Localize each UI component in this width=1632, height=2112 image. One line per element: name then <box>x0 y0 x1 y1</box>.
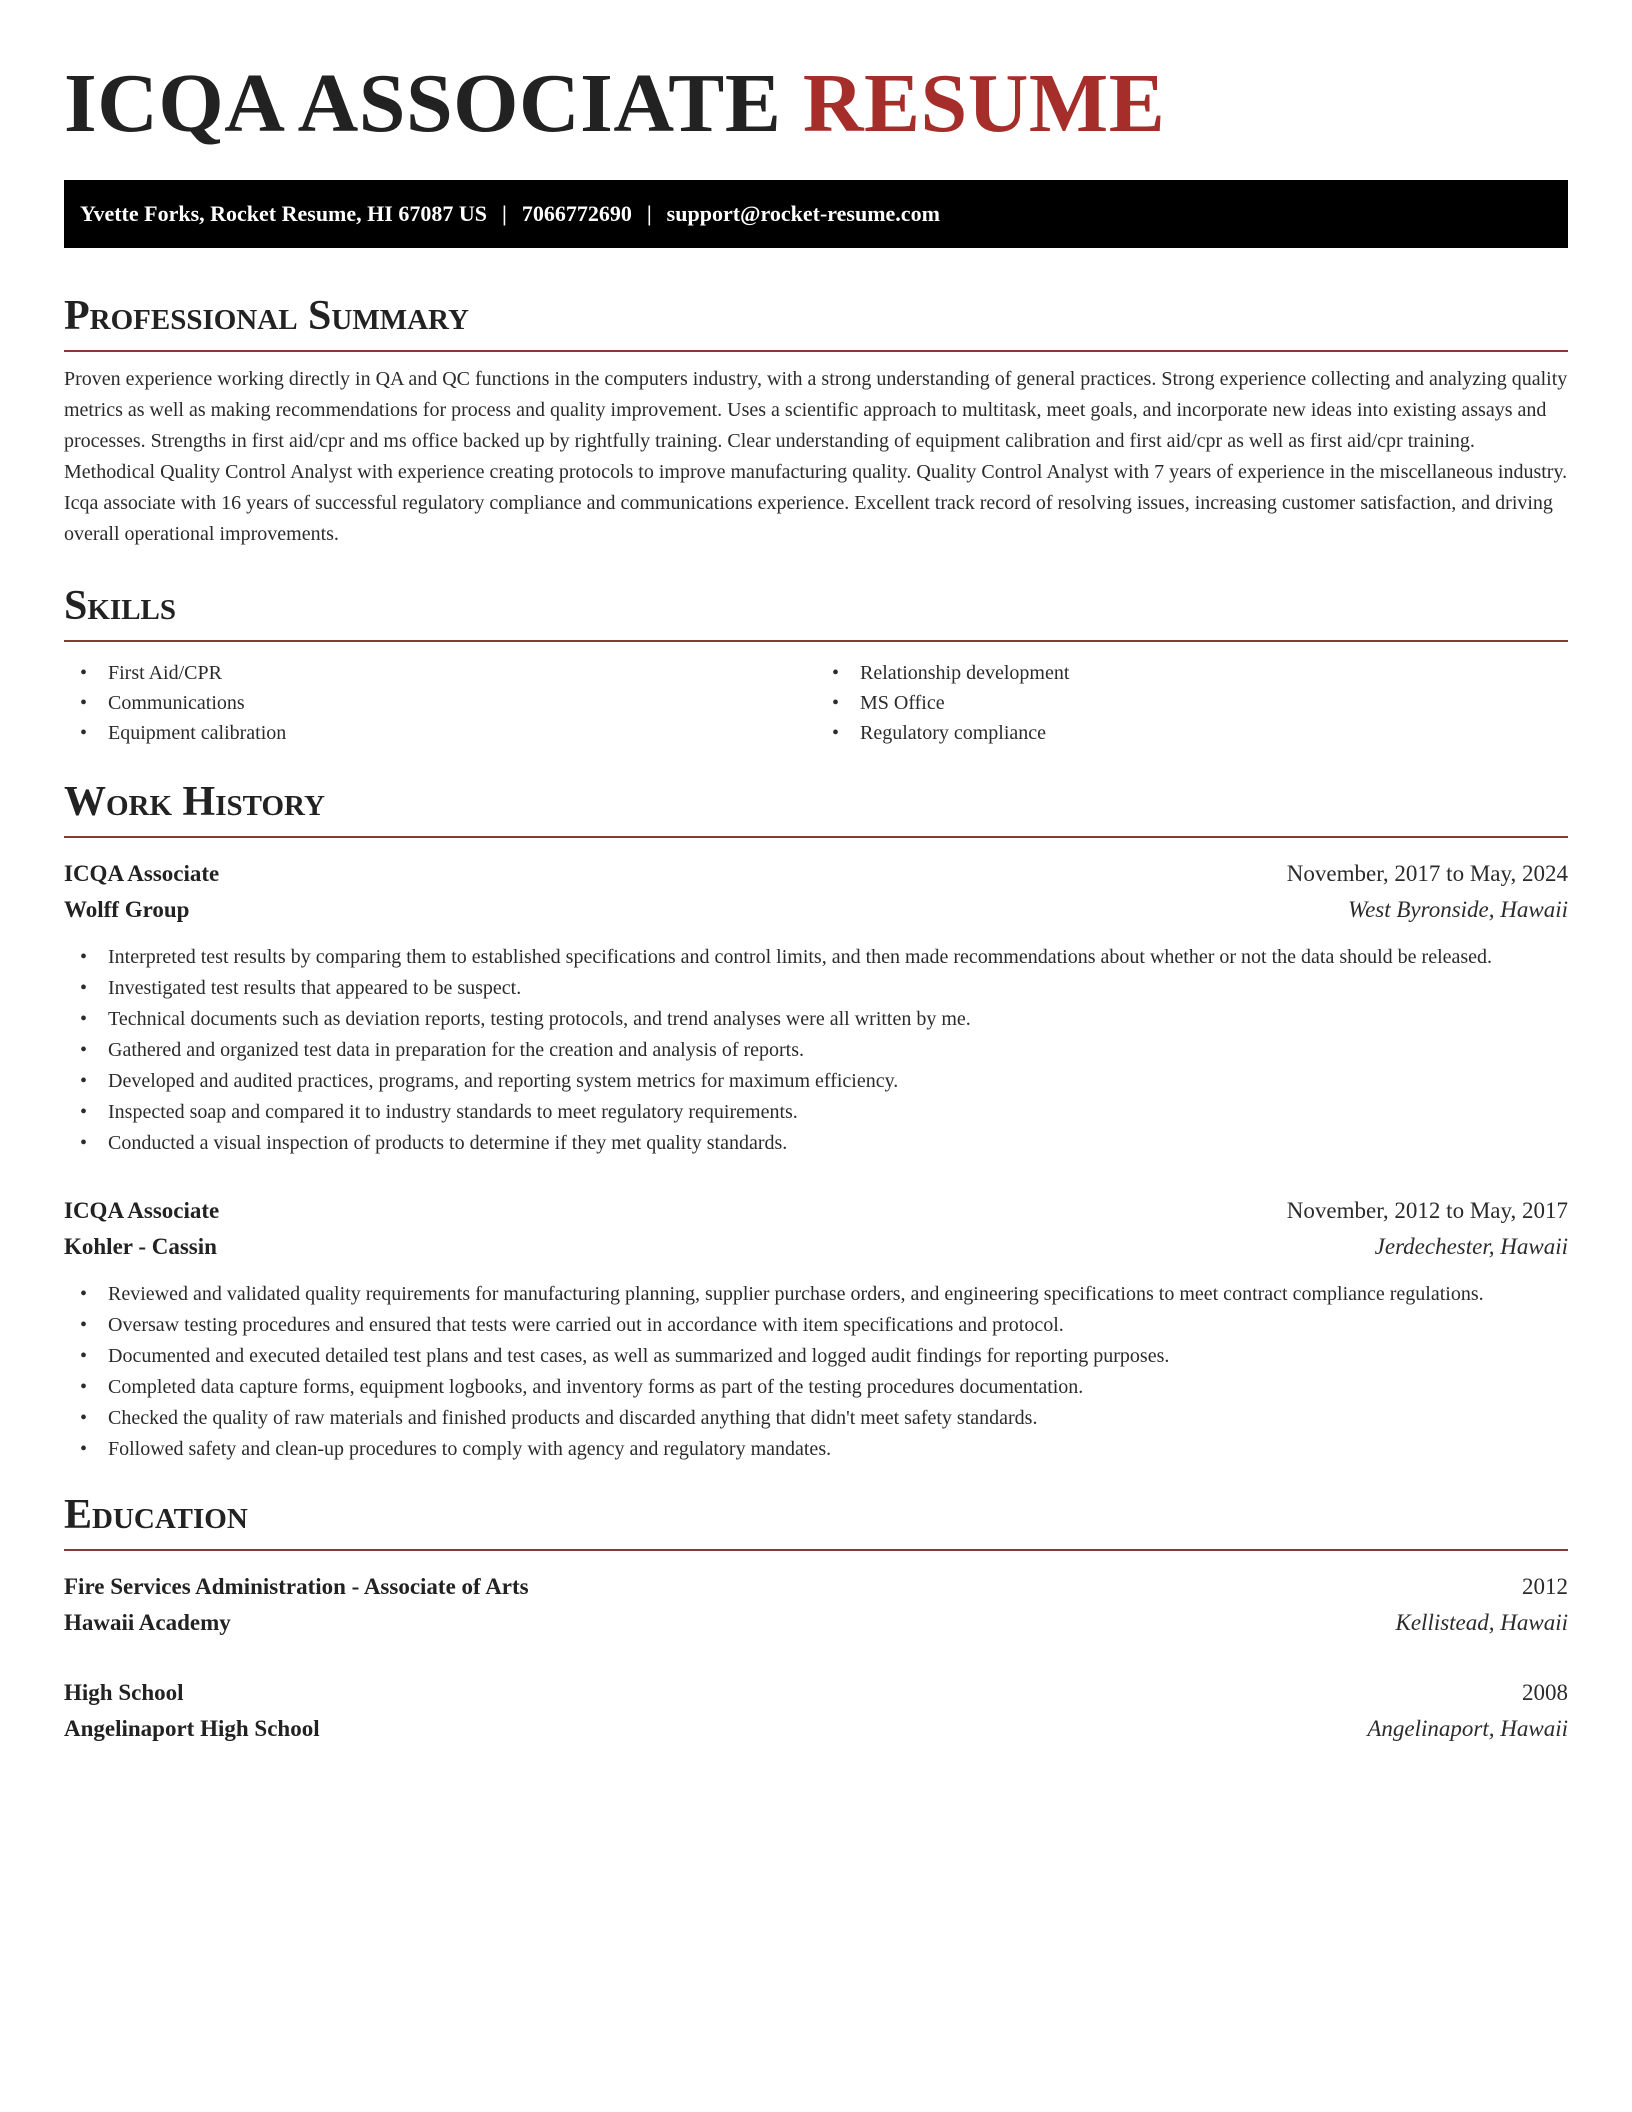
job-company: Kohler - Cassin <box>64 1234 217 1259</box>
job-dates: November, 2017 to May, 2024 <box>1286 861 1568 886</box>
job-bullet: • Oversaw testing procedures and ensured that tests were carried out in accordance with item specifications and protocol. <box>64 1310 1568 1341</box>
work-history-heading: Work History <box>64 778 1568 838</box>
education-header-row <box>64 1675 1568 1711</box>
job-bullet: • Investigated test results that appeared to be suspect. <box>64 973 1568 1004</box>
skill-item: • MS Office <box>816 688 1568 718</box>
education-header-row <box>64 1569 1568 1605</box>
job-title: ICQA Associate <box>64 861 220 886</box>
job-header-row <box>64 856 1568 892</box>
education-location: Angelinaport, Hawaii <box>1367 1716 1568 1741</box>
job-bullet: • Interpreted test results by comparing them to established specifications and control limits, and then made recommendations about whether or not the data should be released. <box>64 942 1568 973</box>
education-location: Kellistead, Hawaii <box>1395 1610 1568 1635</box>
contact-separator: | <box>501 201 507 226</box>
title-main: ICQA ASSOCIATE <box>64 57 782 150</box>
job-header-row <box>64 1193 1568 1229</box>
education-school-row <box>64 1711 1568 1747</box>
job-location: Jerdechester, Hawaii <box>1374 1234 1568 1259</box>
education-school: Angelinaport High School <box>64 1716 320 1741</box>
job-bullet: • Reviewed and validated quality requirements for manufacturing planning, supplier purchase orders, and engineering specifications to meet contract compliance regulations. <box>64 1279 1568 1310</box>
job-location: West Byronside, Hawaii <box>1348 897 1568 922</box>
resume-page <box>0 56 1632 2112</box>
job-bullet: • Conducted a visual inspection of products to determine if they met quality standards. <box>64 1128 1568 1159</box>
contact-email: support@rocket-resume.com <box>666 201 940 226</box>
job-bullet: • Inspected soap and compared it to industry standards to meet regulatory requirements. <box>64 1097 1568 1128</box>
skill-item: • Communications <box>64 688 816 718</box>
education-entry <box>64 1675 1568 1747</box>
job-company-row <box>64 1229 1568 1265</box>
contact-address: Yvette Forks, Rocket Resume, HI 67087 US <box>80 201 487 226</box>
contact-phone: 7066772690 <box>521 201 632 226</box>
job-entry <box>64 1193 1568 1465</box>
education-school-row <box>64 1605 1568 1641</box>
job-bullet: • Technical documents such as deviation reports, testing protocols, and trend analyses were all written by me. <box>64 1004 1568 1035</box>
skills-list <box>64 658 1568 748</box>
job-bullet: • Completed data capture forms, equipment logbooks, and inventory forms as part of the testing procedures documentation. <box>64 1372 1568 1403</box>
job-bullet: • Gathered and organized test data in preparation for the creation and analysis of reports. <box>64 1035 1568 1066</box>
job-entry <box>64 856 1568 1159</box>
skills-column-left <box>64 658 816 748</box>
education-year: 2012 <box>1522 1574 1568 1599</box>
skill-item: • Regulatory compliance <box>816 718 1568 748</box>
resume-title <box>64 56 1568 152</box>
job-company-row <box>64 892 1568 928</box>
title-accent: RESUME <box>802 57 1166 150</box>
education-year: 2008 <box>1522 1680 1568 1705</box>
job-company: Wolff Group <box>64 897 190 922</box>
job-bullets <box>64 942 1568 1159</box>
job-bullet: • Documented and executed detailed test plans and test cases, as well as summarized and logged audit findings for reporting purposes. <box>64 1341 1568 1372</box>
contact-separator: | <box>646 201 652 226</box>
skills-column-right <box>816 658 1568 748</box>
skill-item: • Relationship development <box>816 658 1568 688</box>
education-heading: Education <box>64 1491 1568 1551</box>
education-entry <box>64 1569 1568 1641</box>
education-degree: Fire Services Administration - Associate of Arts <box>64 1574 529 1599</box>
education-school: Hawaii Academy <box>64 1610 231 1635</box>
job-bullet: • Checked the quality of raw materials and finished products and discarded anything that didn't meet safety standards. <box>64 1403 1568 1434</box>
job-bullets <box>64 1279 1568 1465</box>
job-bullet: • Followed safety and clean-up procedures to comply with agency and regulatory mandates. <box>64 1434 1568 1465</box>
skills-heading: Skills <box>64 582 1568 642</box>
job-bullet: • Developed and audited practices, programs, and reporting system metrics for maximum efficiency. <box>64 1066 1568 1097</box>
contact-bar <box>64 180 1568 248</box>
education-degree: High School <box>64 1680 184 1705</box>
summary-heading: Professional Summary <box>64 292 1568 352</box>
skill-item: • First Aid/CPR <box>64 658 816 688</box>
job-title: ICQA Associate <box>64 1198 220 1223</box>
job-dates: November, 2012 to May, 2017 <box>1286 1198 1568 1223</box>
summary-text: Proven experience working directly in QA and QC functions in the computers industry, with a strong understanding of general practices. Strong experience collecting and analyzing quality metrics as well as making recommendations for process and quality improvement. Uses a scientific approach to multitask, meet goals, and incorporate new ideas into existing assays and processes. Strengths in first aid/cpr and ms office backed up by rightfully training. Clear understanding of equipment calibration and first aid/cpr as well as first aid/cpr training. Methodical Quality Control Analyst with experience creating protocols to improve manufacturing quality. Quality Control Analyst with 7 years of experience in the miscellaneous industry. Icqa associate with 16 years of successful regulatory compliance and communications experience. Excellent track record of resolving issues, increasing customer satisfaction, and driving overall operational improvements. <box>64 368 1568 545</box>
skill-item: • Equipment calibration <box>64 718 816 748</box>
